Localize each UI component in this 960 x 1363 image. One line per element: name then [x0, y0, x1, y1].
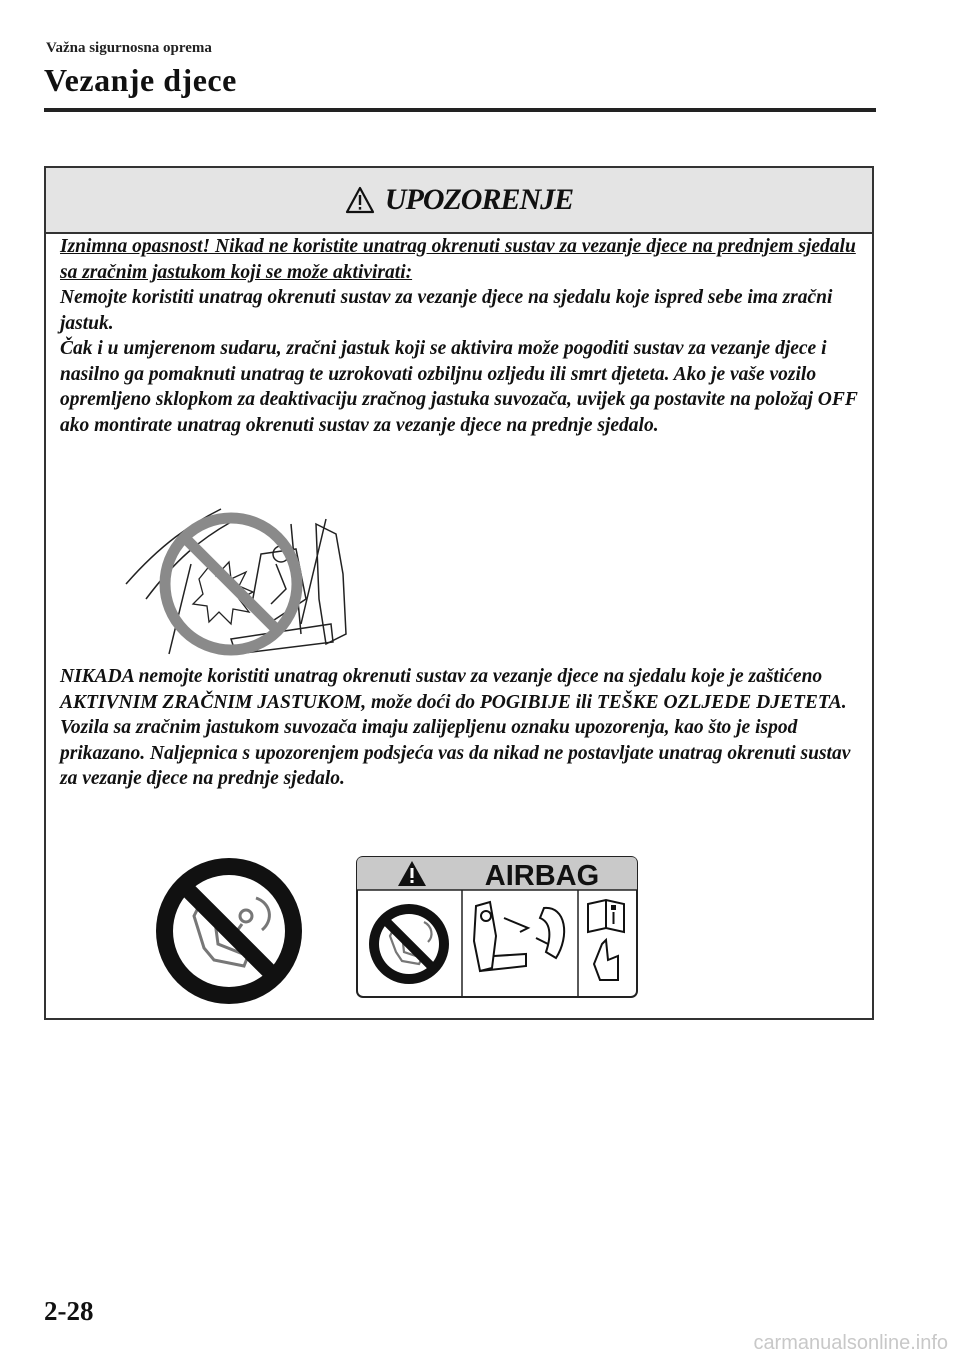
watermark-text: carmanualsonline.info — [753, 1332, 948, 1354]
warning-box — [44, 166, 874, 1020]
warning-paragraph-2: Čak i u umjerenom sudaru, zračni jastuk koji se aktivira može pogoditi sustav za vezanje djece i nasilno ga pomaknuti unatrag te uzrokovati ozbiljnu ozljedu ili smrt djeteta. Ako je vaše vozilo opremljeno sklopkom za deaktivaciju zračnog jastuka suvozača, uvijek ga postavite na položaj OFF ako montirate unatrag okrenuti sustav za vezanje djece na prednje sjedalo. — [60, 338, 858, 436]
warning-text-top — [60, 234, 860, 438]
no-rear-facing-seat-sign — [156, 858, 302, 1004]
warning-triangle-icon — [345, 186, 375, 214]
warning-paragraph-1: Nemojte koristiti unatrag okrenuti sustav za vezanje djece na sjedalu koje ispred sebe ima zračni jastuk. — [60, 287, 833, 334]
warning-header — [46, 168, 872, 234]
warning-text-bottom — [60, 664, 860, 792]
warning-lead: Iznimna opasnost! Nikad ne koristite unatrag okrenuti sustav za vezanje djece na prednjem sjedalu sa zračnim jastukom koji se može aktivirati: — [60, 236, 856, 283]
warning-paragraph-3: NIKADA nemojte koristiti unatrag okrenuti sustav za vezanje djece na sjedalu koje je zaštićeno AKTIVNIM ZRAČNIM JASTUKOM, može doći do POGIBIJE ili TEŠKE OZLJEDE DJETETA. — [60, 666, 847, 713]
title-divider — [44, 108, 876, 112]
warning-heading: UPOZORENJE — [384, 183, 574, 216]
label-prohibition-icon — [369, 904, 449, 984]
rear-facing-seat-airbag-illustration — [121, 504, 371, 664]
warning-paragraph-4: Vozila sa zračnim jastukom suvozača imaju zalijepljenu oznaku upozorenja, kao što je ispod prikazano. Naljepnica s upozorenjem podsjeća vas da nikad ne postavljate unatrag okrenuti sustav za vezanje djece na prednje sjedalo. — [60, 717, 851, 789]
page-number: 2-28 — [44, 1296, 94, 1326]
section-label: Važna sigurnosna oprema — [46, 40, 212, 56]
page-title: Vezanje djece — [44, 62, 237, 98]
airbag-warning-label — [356, 856, 638, 998]
airbag-label-text: AIRBAG — [484, 860, 600, 892]
